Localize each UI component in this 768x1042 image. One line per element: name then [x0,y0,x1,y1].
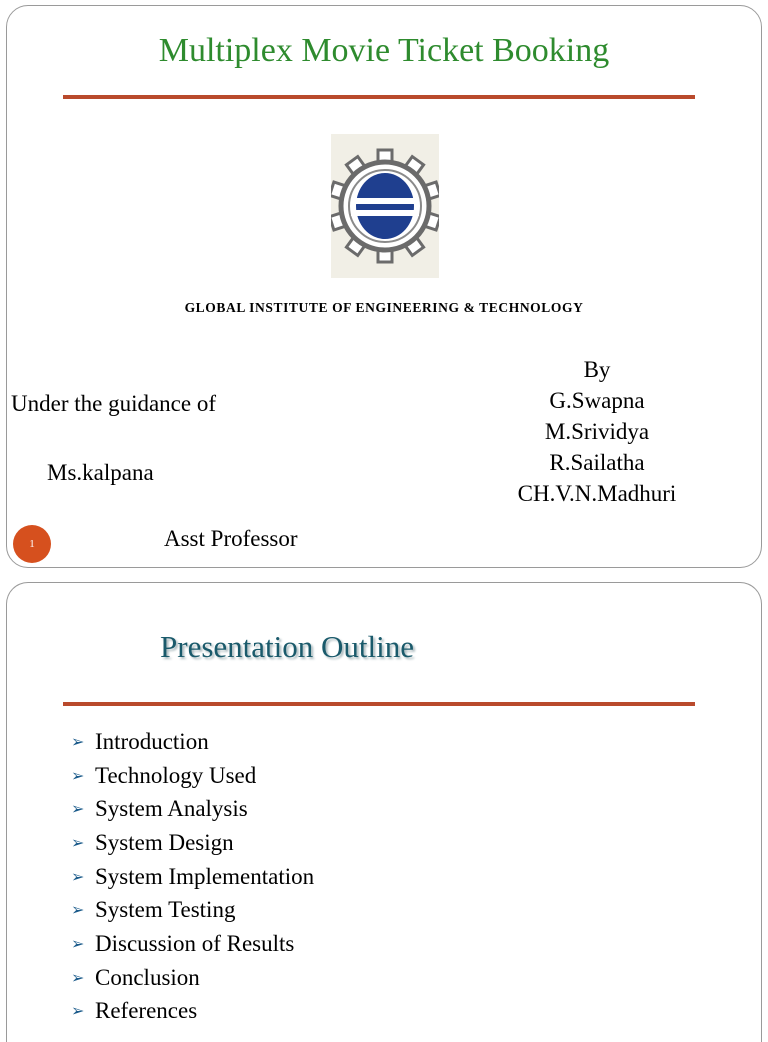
list-item [71,826,314,860]
arrow-bullet-icon: ➢ [71,935,85,953]
list-item [71,927,314,961]
authors-block [457,354,737,509]
slide-title: Multiplex Movie Ticket Booking [158,32,610,69]
list-item-label: Technology Used [95,762,257,788]
guide-designation: Asst Professor [164,526,298,551]
arrow-bullet-icon: ➢ [71,868,85,886]
list-item-label: System Testing [95,897,236,923]
arrow-bullet-icon: ➢ [71,1003,85,1021]
list-item [71,792,314,826]
arrow-bullet-icon: ➢ [71,801,85,819]
list-item-label: System Implementation [95,863,315,889]
list-item-label: Introduction [95,728,209,754]
list-item [71,759,314,793]
list-item-label: System Design [95,829,234,855]
author-name: G.Swapna [549,388,645,413]
slide-1 [6,5,762,568]
institute-name: GLOBAL INSTITUTE OF ENGINEERING & TECHNOLOGY [184,300,584,315]
list-item-label: Discussion of Results [95,930,295,956]
institute-logo-icon [331,134,439,278]
guide-name: Ms.kalpana [47,460,154,485]
arrow-bullet-icon: ➢ [71,733,85,751]
list-item-label: Conclusion [95,964,200,990]
authors-label: By [583,357,611,382]
list-item-label: References [95,998,198,1024]
list-item [71,860,314,894]
list-item [71,995,314,1029]
slide-title: Presentation Outline [160,629,414,664]
guidance-label: Under the guidance of [11,391,217,416]
slide-2 [6,582,762,1042]
arrow-bullet-icon: ➢ [71,767,85,785]
list-item [71,725,314,759]
arrow-bullet-icon: ➢ [71,969,85,987]
author-name: CH.V.N.Madhuri [517,481,677,506]
outline-list [71,725,314,1028]
list-item-label: System Analysis [95,796,248,822]
list-item [71,893,314,927]
title-divider [63,95,695,99]
author-name: M.Srividya [544,419,650,444]
slide-number-badge: 1 [13,525,51,563]
title-divider [63,702,695,706]
arrow-bullet-icon: ➢ [71,902,85,920]
arrow-bullet-icon: ➢ [71,834,85,852]
author-name: R.Sailatha [549,450,645,475]
list-item [71,961,314,995]
